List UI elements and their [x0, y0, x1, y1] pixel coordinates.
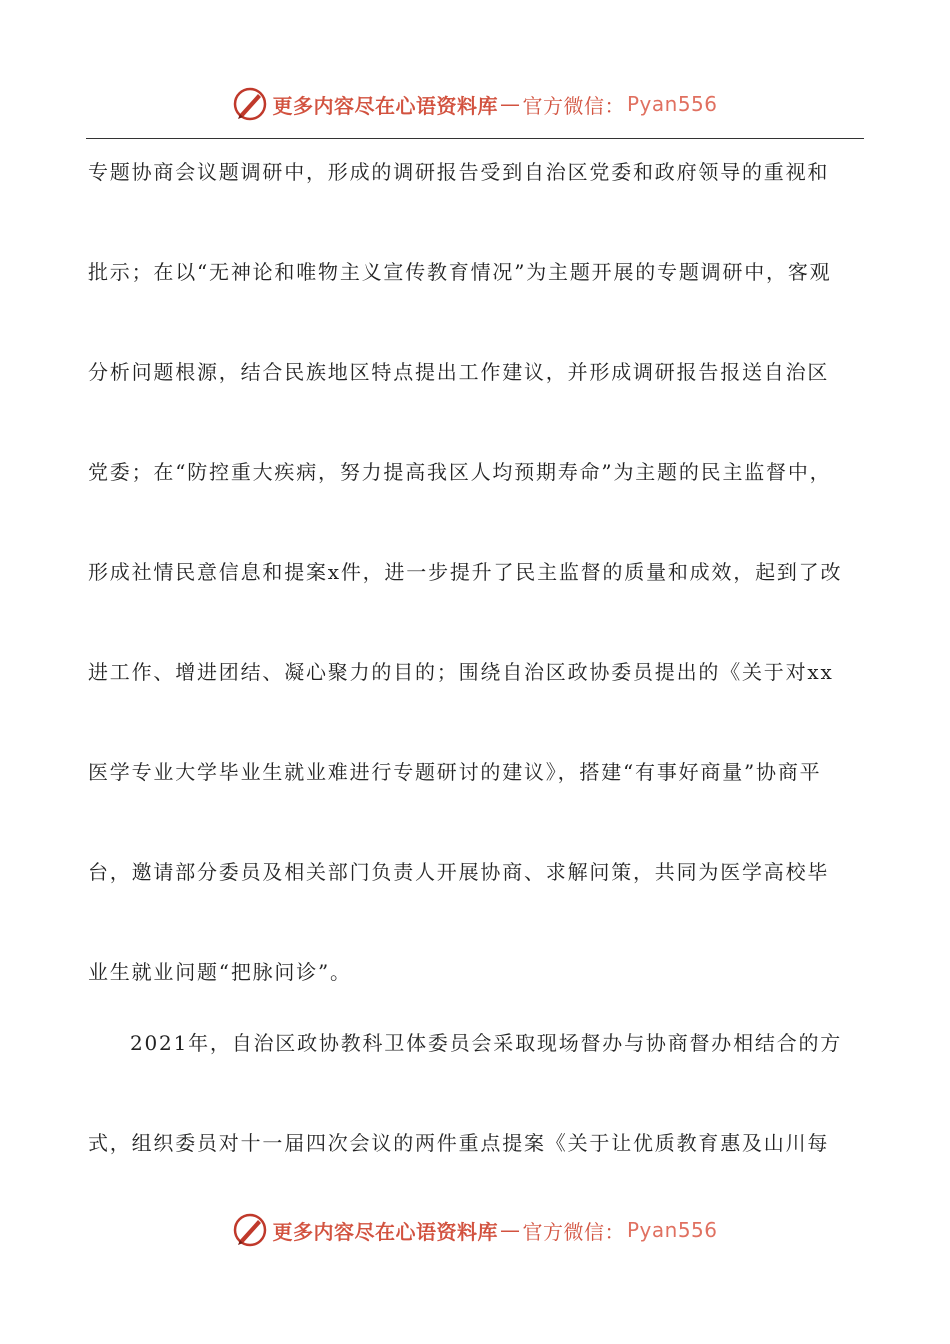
header-wechat-label: 官方微信： [522, 93, 625, 118]
body-paragraph-1: 专题协商会议题调研中，形成的调研报告受到自治区党委和政府领导的重视和批示；在以“无神论和唯物主义宣传教育情况”为主题开展的专题调研中，客观分析问题根源，结合民族地区特点提出工作建议，并形成调研报告报送自治区党委；在“防控重大疾病，努力提高我区人均预期寿命”为主题的民主监督中，形成社情民意信息和提案x件，进一步提升了民主监督的质量和成效，起到了改进工作、增进团结、凝心聚力的目的；围绕自治区政协委员提出的《关于对xx医学专业大学毕业生就业难进行专题研讨的建议》，搭建“有事好商量”协商平台，邀请部分委员及相关部门负责人开展协商、求解问策，共同为医学高校毕业生就业问题“把脉问诊”。 [88, 160, 843, 984]
footer-wechat-label: 官方微信： [522, 1219, 625, 1244]
header-brand: 更多内容尽在心语资料库 [272, 93, 498, 118]
body-paragraph-2: 2021年，自治区政协教科卫体委员会采取现场督办与协商督办相结合的方式，组织委员对十一届四次会议的两件重点提案《关于让优质教育惠及山川每 [88, 1031, 843, 1155]
footer-wechat-id: Pyan556 [626, 1218, 718, 1242]
pen-logo-icon [232, 86, 268, 122]
pen-logo-icon [232, 1212, 268, 1248]
footer-dash: — [499, 1218, 521, 1242]
footer-brand: 更多内容尽在心语资料库 [272, 1219, 498, 1244]
header-dash: — [499, 92, 521, 116]
header-wechat-id: Pyan556 [626, 92, 718, 116]
header-watermark [0, 84, 950, 124]
footer-watermark [0, 1210, 950, 1250]
